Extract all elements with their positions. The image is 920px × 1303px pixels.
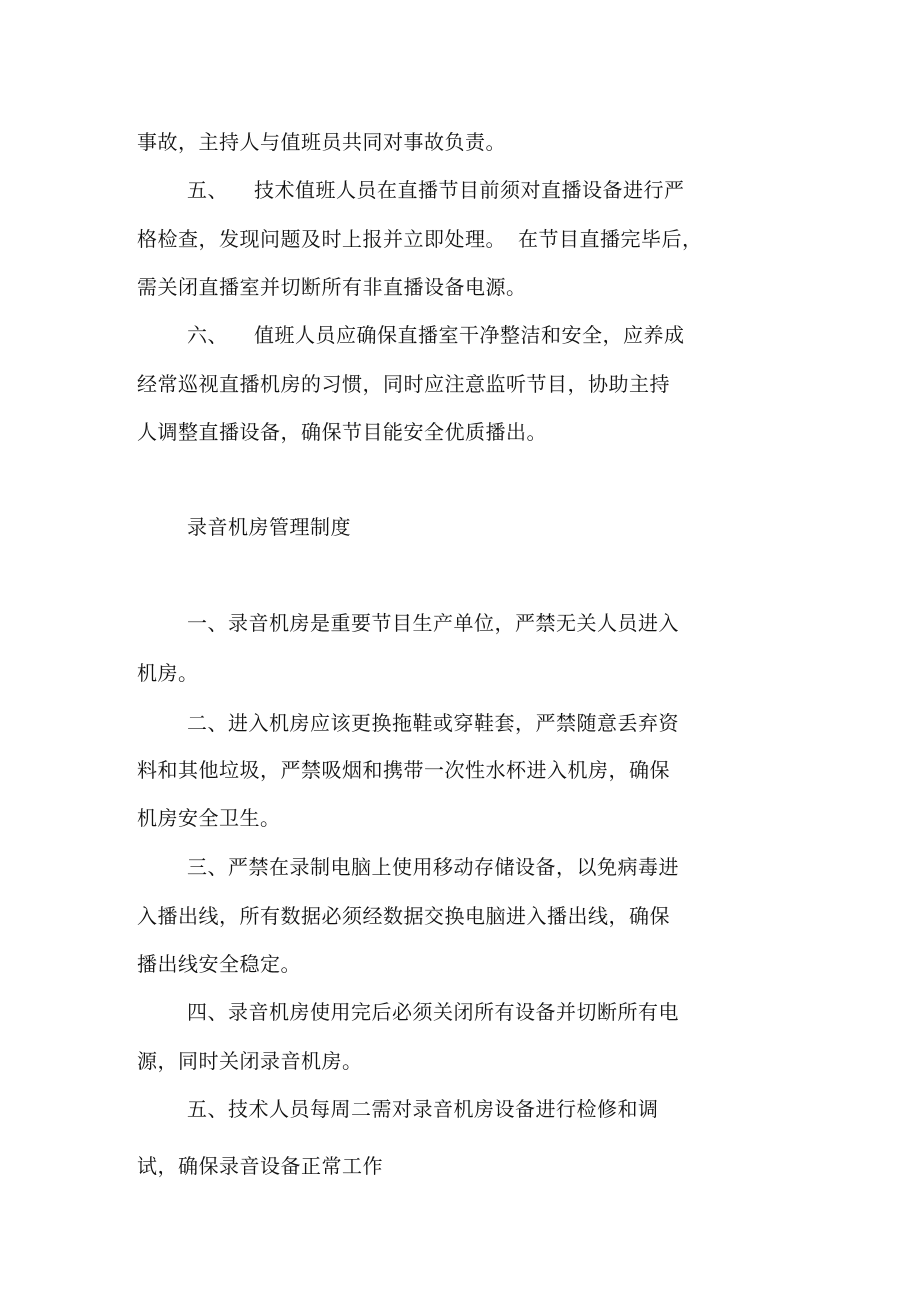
item6-line3: 人调整直播设备，确保节目能安全优质播出。 bbox=[137, 420, 547, 444]
rule2-line3: 机房安全卫生。 bbox=[137, 806, 281, 830]
rule3-line3: 播出线安全稳定。 bbox=[137, 952, 301, 976]
item5-text-line1: 技术值班人员在直播节目前须对直播设备进行严 bbox=[254, 178, 685, 202]
section-title: 录音机房管理制度 bbox=[187, 515, 351, 539]
rule3-line1: 三、严禁在录制电脑上使用移动存储设备，以免病毒进 bbox=[187, 855, 679, 879]
item5-line2 bbox=[137, 226, 703, 252]
rule1-line1: 一、录音机房是重要节目生产单位，严禁无关人员进入 bbox=[187, 611, 679, 635]
rule1-line2: 机房。 bbox=[137, 661, 199, 685]
intro-tail-line: 事故，主持人与值班员共同对事故负责。 bbox=[137, 130, 506, 154]
item5-number: 五、 bbox=[187, 178, 228, 202]
rule2-line1: 二、进入机房应该更换拖鞋或穿鞋套，严禁随意丢弃资 bbox=[187, 711, 679, 735]
rule2-line2: 料和其他垃圾，严禁吸烟和携带一次性水杯进入机房，确保 bbox=[137, 758, 670, 782]
rule3-line2: 入播出线，所有数据必须经数据交换电脑进入播出线，确保 bbox=[137, 904, 670, 928]
rule4-line1: 四、录音机房使用完后必须关闭所有设备并切断所有电 bbox=[187, 1000, 679, 1024]
item5-line3: 需关闭直播室并切断所有非直播设备电源。 bbox=[137, 275, 527, 299]
rule4-line2: 源，同时关闭录音机房。 bbox=[137, 1049, 363, 1073]
item5-text-line2a: 格检查，发现问题及时上报并立即处理。 bbox=[137, 227, 506, 251]
item6-line2: 经常巡视直播机房的习惯，同时应注意监听节目，协助主持 bbox=[137, 372, 670, 396]
item6-number: 六、 bbox=[187, 323, 228, 347]
item6-text-line1: 值班人员应确保直播室干净整洁和安全，应养成 bbox=[254, 323, 685, 347]
rule5-line2: 试，确保录音设备正常工作 bbox=[137, 1154, 383, 1178]
item6-line1 bbox=[187, 322, 685, 348]
item5-line1 bbox=[187, 177, 685, 203]
item5-text-line2b: 在节目直播完毕后， bbox=[518, 227, 703, 251]
rule5-line1: 五、技术人员每周二需对录音机房设备进行检修和调 bbox=[187, 1097, 659, 1121]
